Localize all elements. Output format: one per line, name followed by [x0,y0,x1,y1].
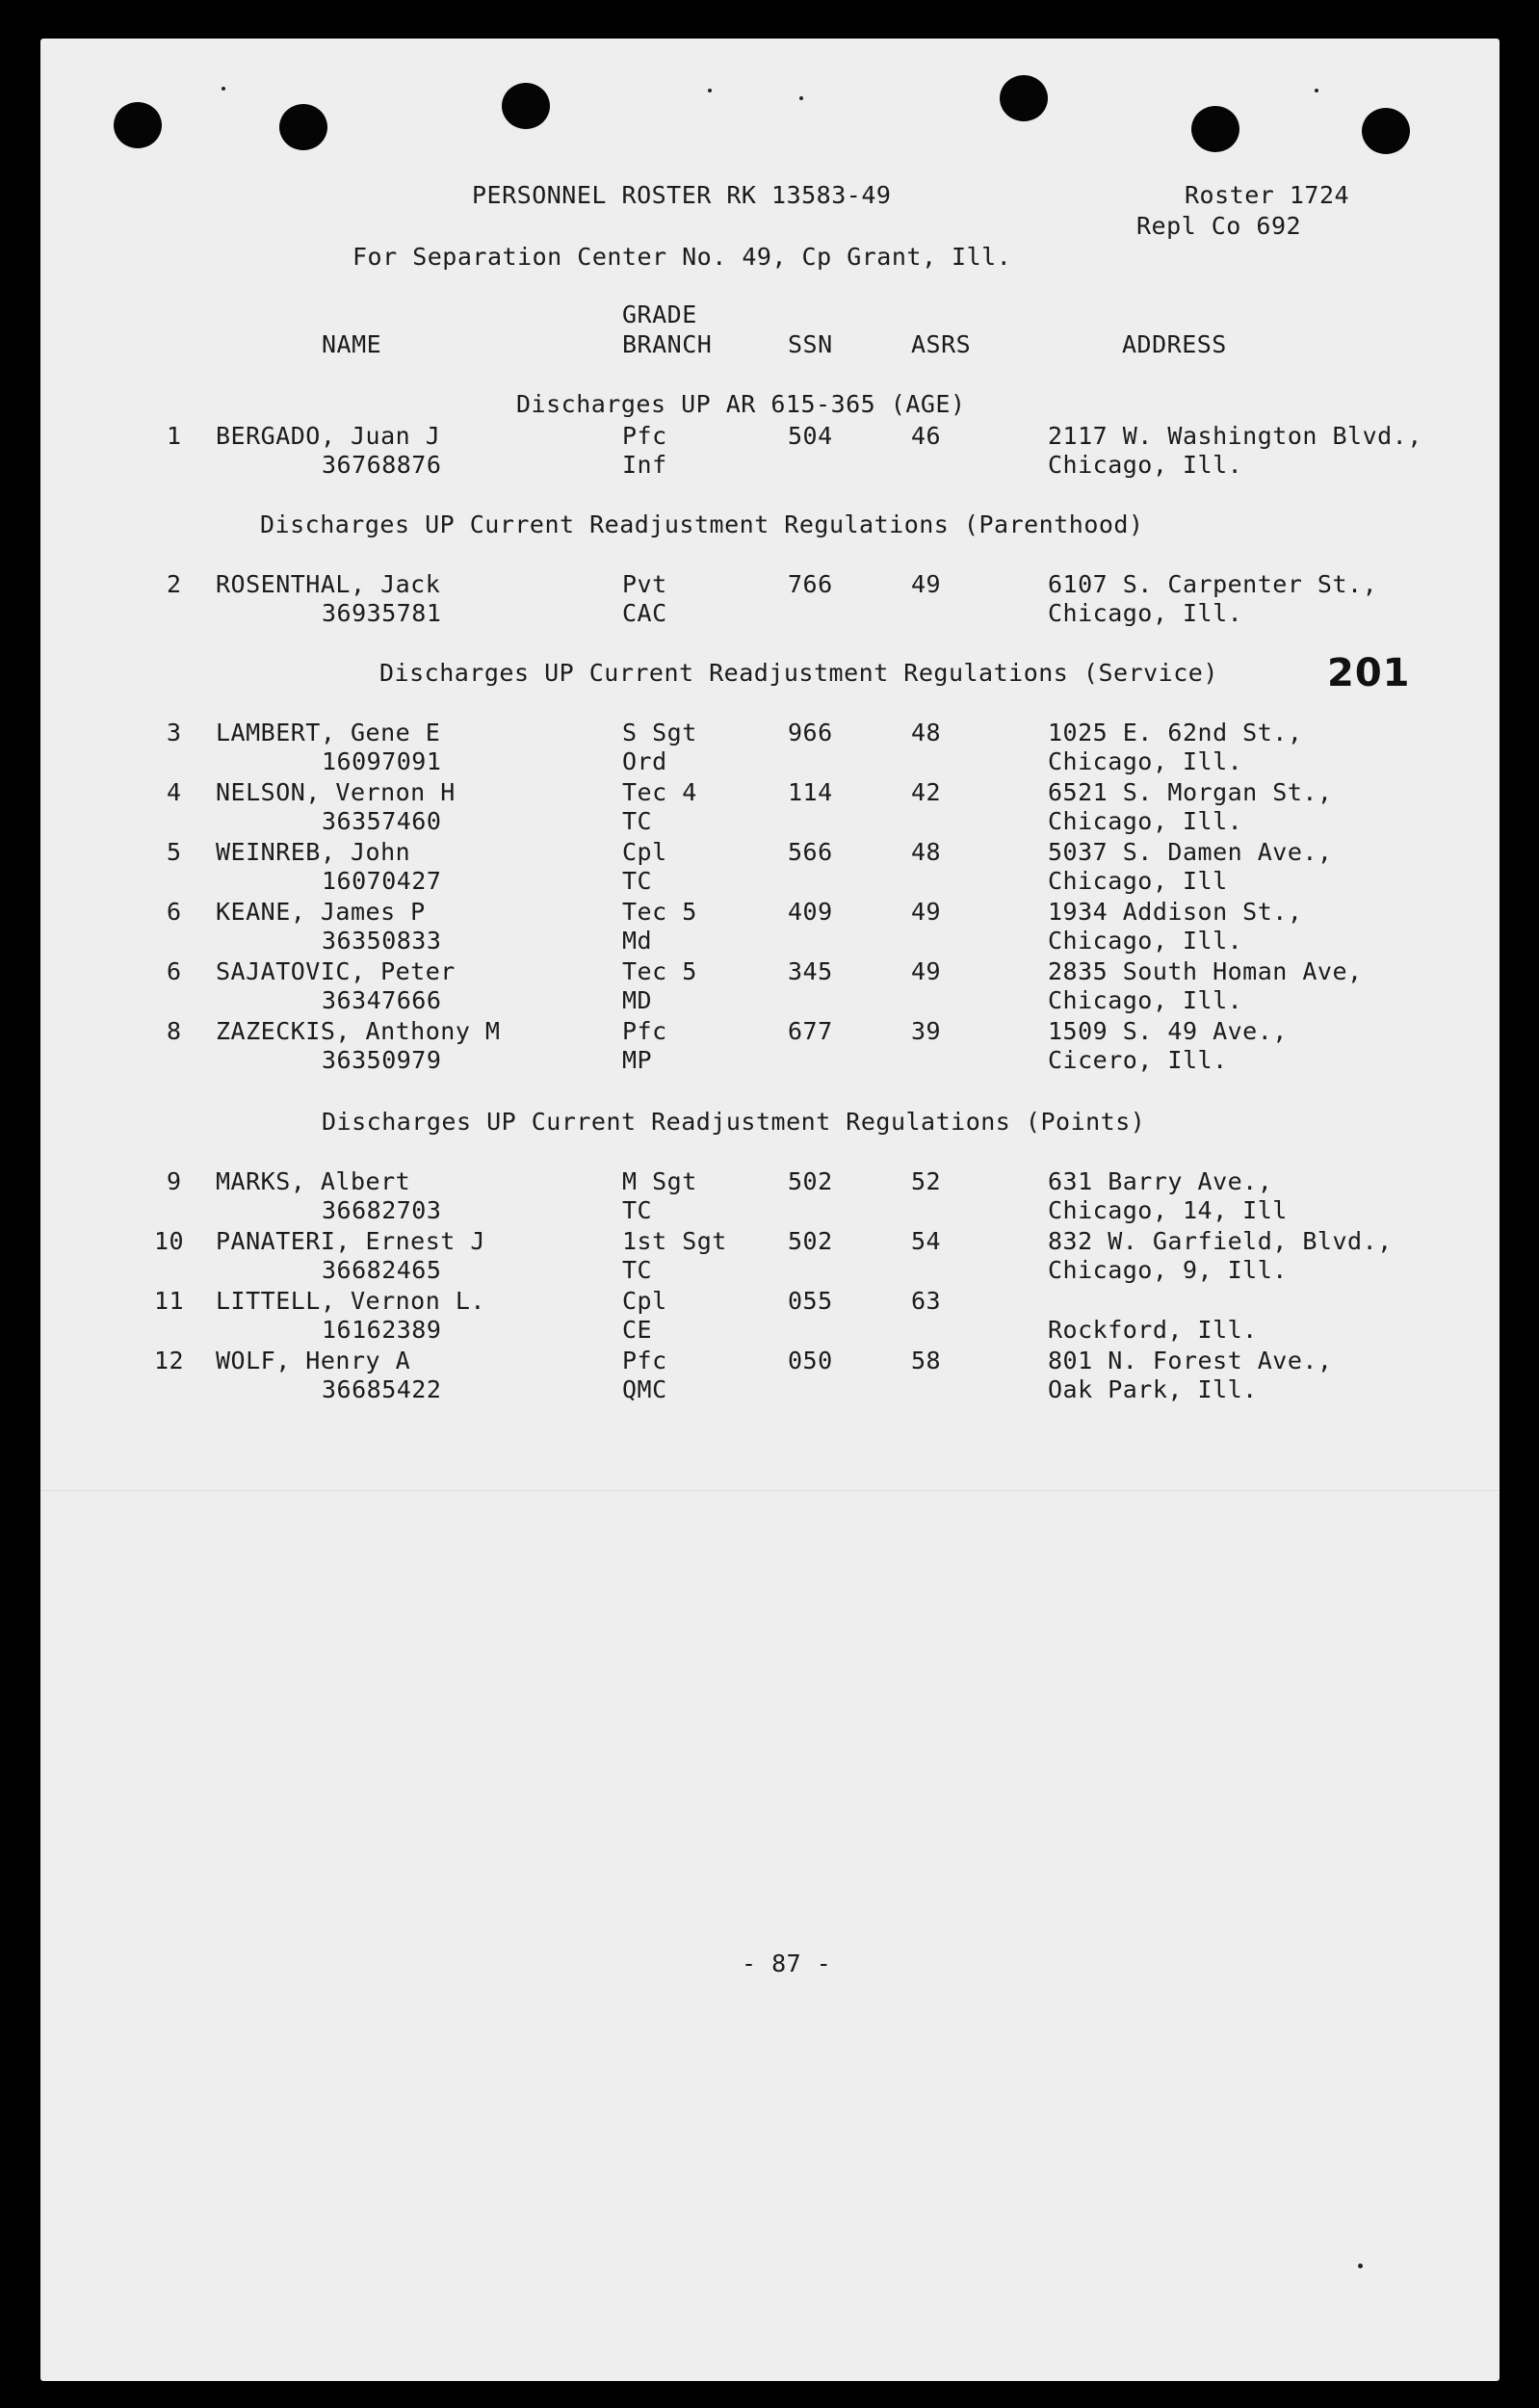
column-header-asrs: ASRS [911,330,972,358]
speck [708,89,712,92]
asrs: 49 [911,898,942,926]
roster-title: PERSONNEL ROSTER RK 13583-49 [472,181,892,209]
row-number: 10 [154,1227,185,1255]
person-name: ZAZECKIS, Anthony M [216,1017,501,1045]
punch-hole [114,102,162,148]
punch-hole [1000,75,1048,121]
address-line-2: Rockford, Ill. [1048,1316,1258,1344]
branch: TC [622,1256,653,1284]
serial-number: 36350979 [322,1046,442,1074]
address-line-1: 6521 S. Morgan St., [1048,778,1333,806]
person-name: LAMBERT, Gene E [216,719,441,746]
serial-number: 36347666 [322,986,442,1014]
serial-number: 16070427 [322,867,442,895]
grade: Pfc [622,1347,667,1374]
ssn: 345 [788,957,833,985]
punch-hole [502,83,550,129]
person-name: KEANE, James P [216,898,426,926]
address-line-1: 801 N. Forest Ave., [1048,1347,1333,1374]
asrs: 48 [911,838,942,866]
section-title: Discharges UP AR 615-365 (AGE) [516,390,966,418]
roster-number: Roster 1724 [1185,181,1350,209]
speck [1315,89,1318,92]
grade: Pvt [622,570,667,598]
serial-number: 36350833 [322,927,442,955]
ssn: 114 [788,778,833,806]
serial-number: 36935781 [322,599,442,627]
person-name: WOLF, Henry A [216,1347,411,1374]
page-fold [40,1488,1500,1491]
column-header-grade: GRADE [622,301,697,328]
address-line-2: Chicago, Ill [1048,867,1228,895]
ssn: 966 [788,719,833,746]
serial-number: 16097091 [322,747,442,775]
serial-number: 36768876 [322,451,442,479]
branch: CE [622,1316,653,1344]
section-title: Discharges UP Current Readjustment Regulations (Points) [322,1108,1146,1136]
address-line-2: Chicago, Ill. [1048,451,1243,479]
address-line-1: 832 W. Garfield, Blvd., [1048,1227,1393,1255]
grade: Cpl [622,838,667,866]
serial-number: 16162389 [322,1316,442,1344]
section-title: Discharges UP Current Readjustment Regulations (Parenthood) [260,510,1144,538]
row-number: 2 [167,570,182,598]
row-number: 11 [154,1287,185,1315]
address-line-1: 1934 Addison St., [1048,898,1303,926]
grade: Pfc [622,1017,667,1045]
speck [222,87,225,91]
document-subtitle: For Separation Center No. 49, Cp Grant, Ill. [352,243,1012,271]
row-number: 1 [167,422,182,450]
address-line-1: 2117 W. Washington Blvd., [1048,422,1422,450]
branch: MP [622,1046,653,1074]
address-line-1: 631 Barry Ave., [1048,1167,1273,1195]
ssn: 504 [788,422,833,450]
grade: M Sgt [622,1167,697,1195]
column-header-ssn: SSN [788,330,833,358]
serial-number: 36682703 [322,1196,442,1224]
row-number: 9 [167,1167,182,1195]
row-number: 8 [167,1017,182,1045]
speck [1358,2264,1363,2268]
serial-number: 36685422 [322,1375,442,1403]
asrs: 46 [911,422,942,450]
ssn: 766 [788,570,833,598]
person-name: SAJATOVIC, Peter [216,957,456,985]
column-header-address: ADDRESS [1122,330,1227,358]
branch: Inf [622,451,667,479]
row-number: 6 [167,898,182,926]
person-name: ROSENTHAL, Jack [216,570,441,598]
address-line-2: Chicago, 14, Ill [1048,1196,1288,1224]
replacement-company: Repl Co 692 [1136,212,1302,240]
address-line-2: Chicago, Ill. [1048,986,1243,1014]
column-header-name: NAME [322,330,382,358]
row-number: 6 [167,957,182,985]
person-name: WEINREB, John [216,838,411,866]
branch: MD [622,986,653,1014]
asrs: 42 [911,778,942,806]
address-line-2: Chicago, Ill. [1048,927,1243,955]
row-number: 12 [154,1347,185,1374]
row-number: 4 [167,778,182,806]
asrs: 52 [911,1167,942,1195]
ssn: 409 [788,898,833,926]
person-name: NELSON, Vernon H [216,778,456,806]
asrs: 49 [911,957,942,985]
asrs: 39 [911,1017,942,1045]
address-line-2: Chicago, 9, Ill. [1048,1256,1288,1284]
branch: Md [622,927,653,955]
person-name: MARKS, Albert [216,1167,411,1195]
punch-hole [279,104,327,150]
row-number: 3 [167,719,182,746]
branch: Ord [622,747,667,775]
address-line-2: Oak Park, Ill. [1048,1375,1258,1403]
grade: Tec 4 [622,778,697,806]
column-header-branch: BRANCH [622,330,713,358]
branch: QMC [622,1375,667,1403]
address-line-2: Chicago, Ill. [1048,807,1243,835]
grade: Cpl [622,1287,667,1315]
grade: 1st Sgt [622,1227,727,1255]
section-title: Discharges UP Current Readjustment Regulations (Service) [379,659,1218,687]
address-line-1: 1509 S. 49 Ave., [1048,1017,1288,1045]
serial-number: 36357460 [322,807,442,835]
person-name: LITTELL, Vernon L. [216,1287,485,1315]
ssn: 677 [788,1017,833,1045]
page-number: - 87 - [742,1950,832,1977]
asrs: 49 [911,570,942,598]
grade: S Sgt [622,719,697,746]
punch-hole [1362,108,1410,154]
address-line-1: 6107 S. Carpenter St., [1048,570,1378,598]
address-line-1: 1025 E. 62nd St., [1048,719,1303,746]
row-number: 5 [167,838,182,866]
branch: TC [622,867,653,895]
punch-hole [1191,106,1239,152]
speck [799,96,803,100]
branch: TC [622,807,653,835]
stamped-number: 201 [1327,651,1411,695]
branch: CAC [622,599,667,627]
person-name: BERGADO, Juan J [216,422,441,450]
grade: Tec 5 [622,957,697,985]
serial-number: 36682465 [322,1256,442,1284]
address-line-2: Cicero, Ill. [1048,1046,1228,1074]
address-line-2: Chicago, Ill. [1048,599,1243,627]
person-name: PANATERI, Ernest J [216,1227,485,1255]
asrs: 54 [911,1227,942,1255]
ssn: 050 [788,1347,833,1374]
address-line-1: 2835 South Homan Ave, [1048,957,1363,985]
grade: Tec 5 [622,898,697,926]
asrs: 58 [911,1347,942,1374]
asrs: 48 [911,719,942,746]
ssn: 055 [788,1287,833,1315]
asrs: 63 [911,1287,942,1315]
grade: Pfc [622,422,667,450]
ssn: 502 [788,1227,833,1255]
ssn: 502 [788,1167,833,1195]
branch: TC [622,1196,653,1224]
address-line-1: 5037 S. Damen Ave., [1048,838,1333,866]
ssn: 566 [788,838,833,866]
address-line-2: Chicago, Ill. [1048,747,1243,775]
